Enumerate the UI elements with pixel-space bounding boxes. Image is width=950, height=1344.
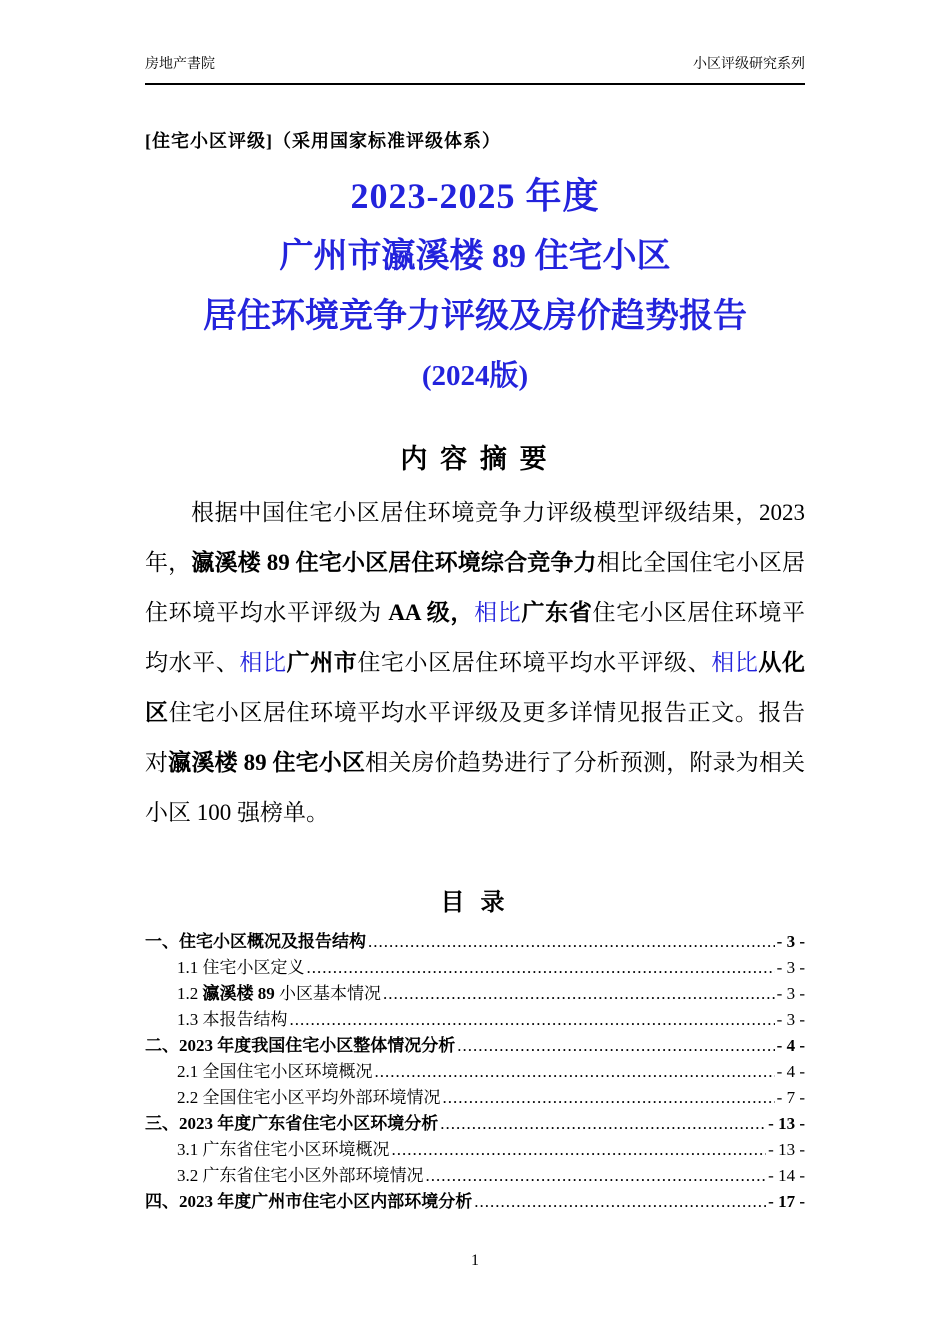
report-title-block [145,165,805,405]
toc-dot-leader [383,981,775,1007]
toc-entry-page: - 4 - [776,1062,805,1081]
report-title-years: 2023-2025 年度 [350,176,600,216]
toc-entry[interactable] [145,1189,805,1215]
toc-entry-title: 3.1 广东省住宅小区环境概况 [177,1140,390,1159]
toc-entry[interactable] [145,1111,805,1137]
toc-entry-page: - 4 - [776,1036,805,1055]
document-header [145,56,805,85]
toc-entry[interactable] [145,1059,805,1085]
text-segment: 广东省 [521,600,593,625]
toc-entry-title: 2.2 全国住宅小区平均外部环境情况 [177,1088,441,1107]
toc-entry-title: 二、2023 年度我国住宅小区整体情况分析 [145,1036,456,1055]
toc-heading: 目 录 [440,890,510,916]
text-segment: AA 级， [388,600,475,625]
text-segment: 住宅小区居住环境平均水平评级、 [357,650,712,675]
toc-entry-page: - 3 - [776,958,805,977]
toc-dot-leader [368,929,775,955]
toc-entry[interactable] [145,955,805,981]
report-title-edition: (2024版) [421,360,529,392]
text-segment: 瀛溪楼 89 住宅小区居住环境综合竞争力 [191,550,597,575]
toc-entry[interactable] [145,981,805,1007]
toc-entry-page: - 13 - [768,1140,805,1159]
page-number: 1 [471,1252,479,1269]
text-segment: 相比 [711,650,759,675]
text-segment: 广州市 [286,650,358,675]
text-segment: 相比 [239,650,287,675]
toc-entry-page: - 3 - [776,1010,805,1029]
toc-dot-leader [392,1137,767,1163]
report-tagline: [住宅小区评级]（采用国家标准评级体系） [145,131,501,151]
toc-entry-title: 1.3 本报告结构 [177,1010,288,1029]
toc-dot-leader [375,1059,775,1085]
report-title-subject: 广州市瀛溪楼 89 住宅小区 [279,238,671,275]
toc-entry[interactable] [145,1007,805,1033]
report-title-topic: 居住环境竞争力评级及房价趋势报告 [203,298,747,335]
toc-dot-leader [290,1007,775,1033]
toc-entry[interactable] [145,1163,805,1189]
toc-entry[interactable] [145,1137,805,1163]
toc-dot-leader [440,1111,766,1137]
text-segment: 住宅小区居住环境平均水平评级及更多详情见报告正文。报告对 [145,700,806,775]
summary-heading: 内 容 摘 要 [400,444,550,474]
toc-dot-leader [474,1189,766,1215]
toc-dot-leader [443,1085,775,1111]
text-segment: 相比 [474,600,522,625]
toc-list [145,929,805,1215]
toc-entry-page: - 17 - [768,1192,805,1211]
text-segment: 住宅小区居住环境平均水平、 [145,600,806,675]
toc-entry-title: 四、2023 年度广州市住宅小区内部环境分析 [145,1192,473,1211]
text-segment: 从化区 [145,650,806,725]
toc-entry[interactable] [145,929,805,955]
toc-entry-page: - 7 - [776,1088,805,1107]
toc-entry[interactable] [145,1033,805,1059]
toc-entry[interactable] [145,1085,805,1111]
toc-entry-title: 1.1 住宅小区定义 [177,958,305,977]
toc-entry-title: 2.1 全国住宅小区环境概况 [177,1062,373,1081]
toc-dot-leader [307,955,775,981]
header-right-text: 小区评级研究系列 [693,57,805,72]
header-left-text: 房地产書院 [145,57,215,72]
toc-entry-page: - 3 - [776,984,805,1003]
toc-entry-title: 1.2 瀛溪楼 89 小区基本情况 [177,984,381,1003]
toc-entry-title: 3.2 广东省住宅小区外部环境情况 [177,1166,424,1185]
toc-entry-title: 一、住宅小区概况及报告结构 [145,932,366,951]
toc-entry-page: - 13 - [768,1114,805,1133]
toc-entry-title: 三、2023 年度广东省住宅小区环境分析 [145,1114,439,1133]
text-segment: 相关房价趋势进行了分析预测，附录为相关小区 100 强榜单。 [145,750,806,825]
toc-entry-page: - 14 - [768,1166,805,1185]
summary-paragraph [145,488,805,838]
toc-entry-page: - 3 - [776,932,805,951]
toc-dot-leader [426,1163,767,1189]
text-segment: 相比全国住宅小区居住环境平均水平评级为 [145,550,806,625]
toc-dot-leader [457,1033,774,1059]
text-segment: 根据中国住宅小区居住环境竞争力评级模型评级结果，2023 年， [145,500,805,575]
text-segment: 瀛溪楼 89 住宅小区 [168,750,366,775]
